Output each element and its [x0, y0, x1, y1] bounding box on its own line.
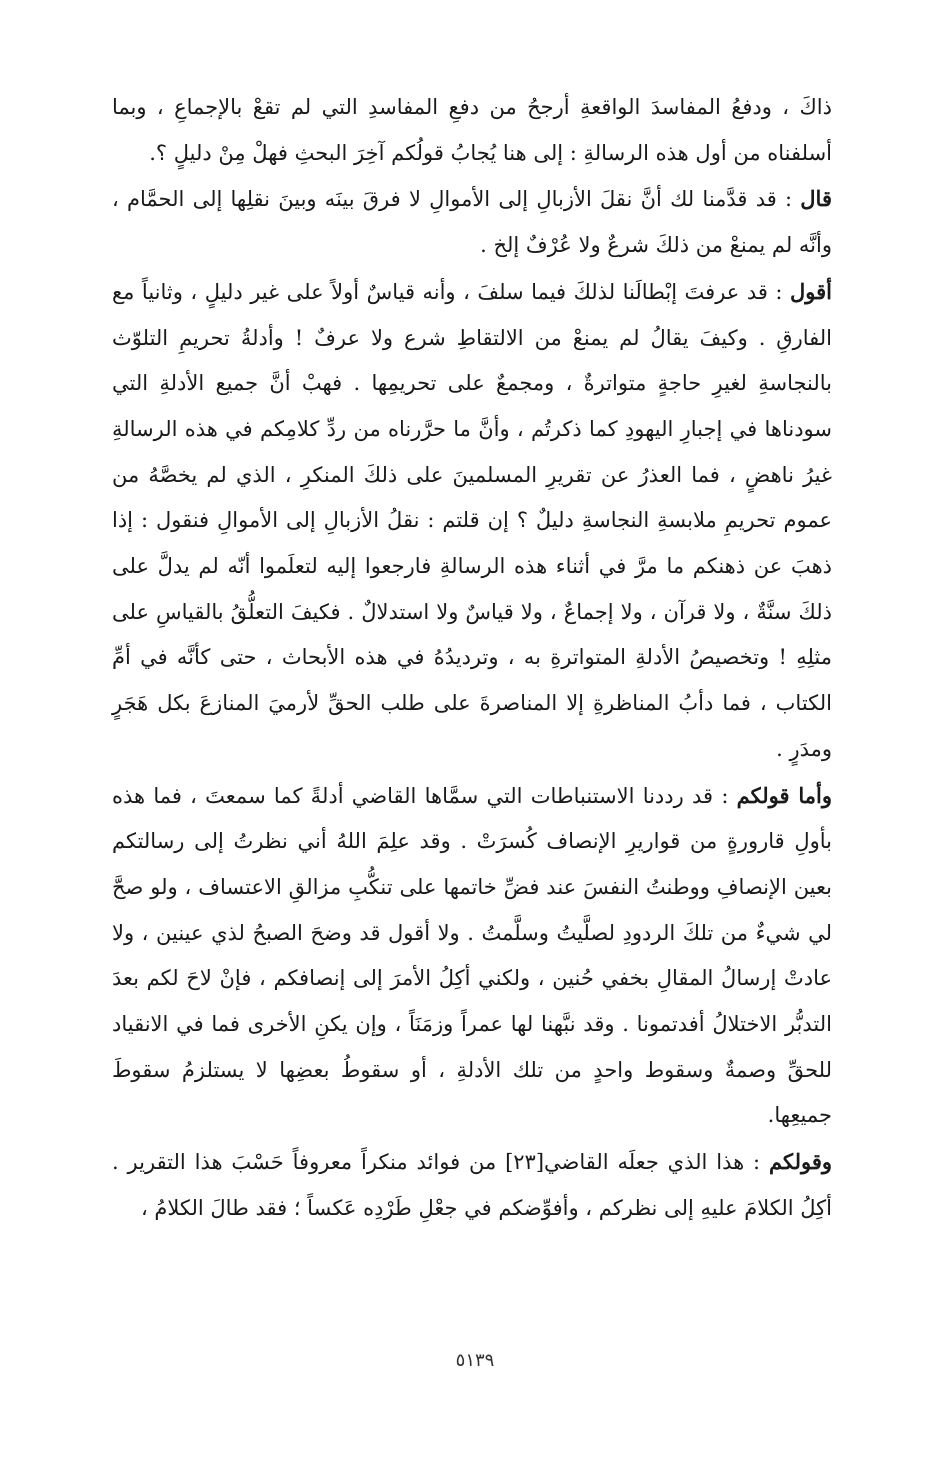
page-body: [112, 84, 832, 1232]
paragraph-2: [112, 176, 832, 268]
paragraph-text: : قد عرفتَ إبْطالَنا لذلكَ فيما سلفَ ، وأنه قياسٌ أولاً على غير دليلٍ ، وثانياً مع الفارقِ . وكيفَ يقالُ لم يمنعْ من الالتقاطِ شرع ولا عرفٌ ! وأدلةُ تحريمِ التلوّث بالنجاسةِ لغيرِ حاجةٍ متواترةٌ ، ومجمعٌ على تحريمِها . فهبْ أنَّ جميع الأدلةِ التي سودناها في إجبارِ اليهودِ كما ذكرتُم ، وأنَّ ما حرَّرناه من ردِّ كلامِكم في هذه الرسالةِ غيرُ ناهضٍ ، فما العذرُ عن تقريرِ المسلمينَ على ذلكَ المنكرِ ، الذي لم يخصَّهُ من عموم تحريمِ ملابسةِ النجاسةِ دليلٌ ؟ إن قلتم : نقلُ الأزبالِ إلى الأموالِ فنقول : إذا ذهبَ عن ذهنكم ما مرَّ في أثناء هذه الرسالةِ فارجعوا إليه لتعلَموا أنّه لم يدلَّ على ذلكَ سنَّةٌ ، ولا قرآن ، ولا إجماعٌ ، ولا قياسٌ ولا استدلالٌ . فكيفَ التعلُّقُ بالقياسِ على مثلِهِ ! وتخصيصُ الأدلةِ المتواترةِ به ، وترديدُهُ في هذه الأبحاث ، حتى كأنَّه في أمِّ الكتاب ، فما دأبُ المناظرةِ إلا المناصرةَ على طلب الحقِّ لأرميَ المنازعَ بكل هَجَرٍ ومدَرٍ .: [112, 279, 832, 761]
paragraph-lead: وأما قولكم: [736, 782, 832, 808]
paragraph-text: : قد رددنا الاستنباطات التي سمَّاها القاضي أدلةً كما سمعتَ ، فما هذه بأولِ قارورةٍ من قواريرِ الإنصاف كُسرَتْ . وقد علِمَ اللهُ أني نظرتُ إلى رسالتكم بعين الإنصافِ ووطنتُ النفسَ عند فضِّ خاتمها على تنكُّبِ مزالقِ الاعتساف ، ولو صحَّ لي شيءٌ من تلكَ الردودِ لصلَّيتُ وسلَّمتُ . ولا أقول قد وضحَ الصبحُ لذي عينين ، ولا عادتْ إرسالُ المقالِ بخفي حُنين ، ولكني أكِلُ الأمرَ إلى إنصافكم ، فإنْ لاحَ لكم بعدَ التدبُّر الاختلالُ أفدتمونا . وقد نبَّهنا لها عمراً وزمَنَاً ، وإن يكنِ الأخرى فما في الانقياد للحقِّ وصمةٌ وسقوط واحدٍ من تلك الأدلةِ ، أو سقوطُ بعضِها لا يستلزمُ سقوطَ جميعِها.: [112, 783, 832, 1128]
paragraph-1: [112, 84, 832, 176]
paragraph-text: : قد قدَّمنا لك أنَّ نقلَ الأزبالِ إلى الأموالِ لا فرقَ بينَه وبينَ نقلِها إلى الحمَّام ، وأنَّه لم يمنعْ من ذلكَ شرعٌ ولا عُرْفٌ إلخ .: [112, 187, 832, 258]
paragraph-3: [112, 269, 832, 773]
paragraph-4: [112, 773, 832, 1140]
paragraph-text: ذاكَ ، ودفعُ المفاسدَ الواقعةِ أرجحُ من دفعِ المفاسدِ التي لم تقعْ بالإجماعِ ، وبما أسلفناه من أول هذه الرسالةِ : إلى هنا يُجابُ قولُكم آخِرَ البحثِ فهلْ مِنْ دليلٍ ؟.: [112, 95, 832, 165]
paragraph-5: [112, 1139, 832, 1231]
paragraph-lead: قال: [800, 186, 832, 212]
paragraph-lead: أقول: [790, 278, 832, 304]
paragraph-text: : هذا الذي جعلَه القاضي[٢٣] من فوائد منكراً معروفاً حَسْبَ هذا التقرير . أكِلُ الكلامَ عليهِ إلى نظركم ، وأفوِّضكم في جعْلِ طَرْدِه عَكساً ؛ فقد طالَ الكلامُ ،: [112, 1150, 832, 1220]
page-number: ٥١٣٩: [455, 1350, 495, 1371]
paragraph-lead: وقولكم: [769, 1149, 832, 1175]
